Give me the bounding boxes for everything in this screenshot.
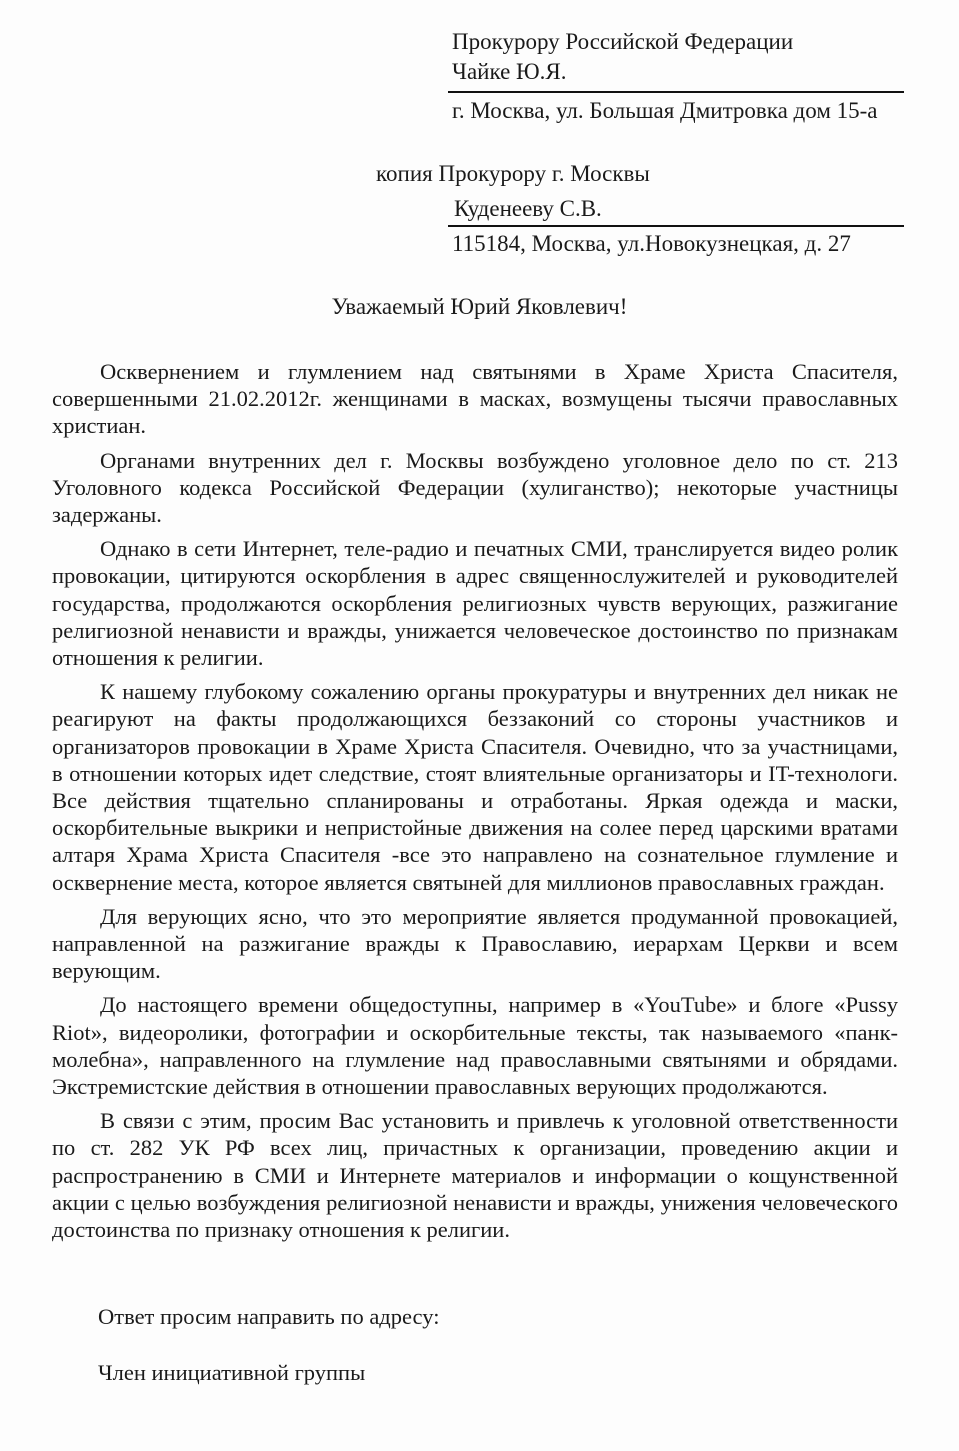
reply-request: Ответ просим направить по адресу: <box>98 1304 440 1329</box>
paragraph-7: В связи с этим, просим Вас установить и привлечь к уголовной ответственности по ст. 282 УК РФ всех лиц, причастных к организации, проведению акции и распространению в СМИ и Интернете материалов и информации о кощунственной акции с целью возбуждения религиозной ненависти и вражды, унижения человеческого достоинства по признаку отношения к религии. <box>52 1108 898 1243</box>
signature-line: Член инициативной группы <box>98 1360 366 1385</box>
address-underline-1 <box>448 91 904 93</box>
paragraph-2: Органами внутренних дел г. Москвы возбуждено уголовное дело по ст. 213 Уголовного кодекса Российской Федерации (хулиганство); некоторые участницы задержаны. <box>52 447 898 528</box>
address-underline-2 <box>448 225 904 227</box>
recipient-line-1: Прокурору Российской Федерации <box>452 29 794 54</box>
letter-body <box>52 358 898 1250</box>
paragraph-4: К нашему глубокому сожалению органы прокуратуры и внутренних дел никак не реагируют на факты продолжающихся беззаконий со стороны участников и организаторов провокации в Храме Христа Спасителя. Очевидно, что за участницами, в отношении которых идет следствие, стоят влиятельные организаторы и IT-технологи. Все действия тщательно спланированы и отработаны. Яркая одежда и маски, оскорбительные выкрики и непристойные движения на солее перед царскими вратами алтаря Храма Христа Спасителя -все это направлено на сознательное глумление и осквернение места, которое является святыней для миллионов православных граждан. <box>52 679 898 895</box>
greeting: Уважаемый Юрий Яковлевич! <box>331 294 628 319</box>
paragraph-3: Однако в сети Интернет, теле-радио и печатных СМИ, транслируется видео ролик провокации, цитируются оскорбления в адрес священнослужителей и руководителей государства, продолжаются оскорбления религиозных чувств верующих, разжигание религиозной ненависти и вражды, унижается человеческое достоинство по признакам отношения к религии. <box>52 536 898 671</box>
paragraph-5: Для верующих ясно, что это мероприятие является продуманной провокацией, направленной на разжигание вражды к Православию, иерархам Церкви и всем верующим. <box>52 903 898 984</box>
copy-address: 115184, Москва, ул.Новокузнецкая, д. 27 <box>452 231 851 256</box>
paragraph-1: Осквернением и глумлением над святынями в Храме Христа Спасителя, совершенными 21.02.2012г. женщинами в масках, возмущены тысячи православных христиан. <box>52 359 898 439</box>
copy-line-2: Куденееву С.В. <box>454 196 602 221</box>
copy-line-1: копия Прокурору г. Москвы <box>376 161 650 186</box>
paragraph-6: До настоящего времени общедоступны, например в «YouTube» и блоге «Pussy Riot», видеоролики, фотографии и оскорбительные тексты, так называемого «панк-молебна», направленного на глумление над православными святынями и обрядами. Экстремистские действия в отношении православных верующих продолжаются. <box>52 992 898 1100</box>
recipient-address: г. Москва, ул. Большая Дмитровка дом 15-а <box>452 98 878 123</box>
recipient-line-2: Чайке Ю.Я. <box>452 59 567 84</box>
